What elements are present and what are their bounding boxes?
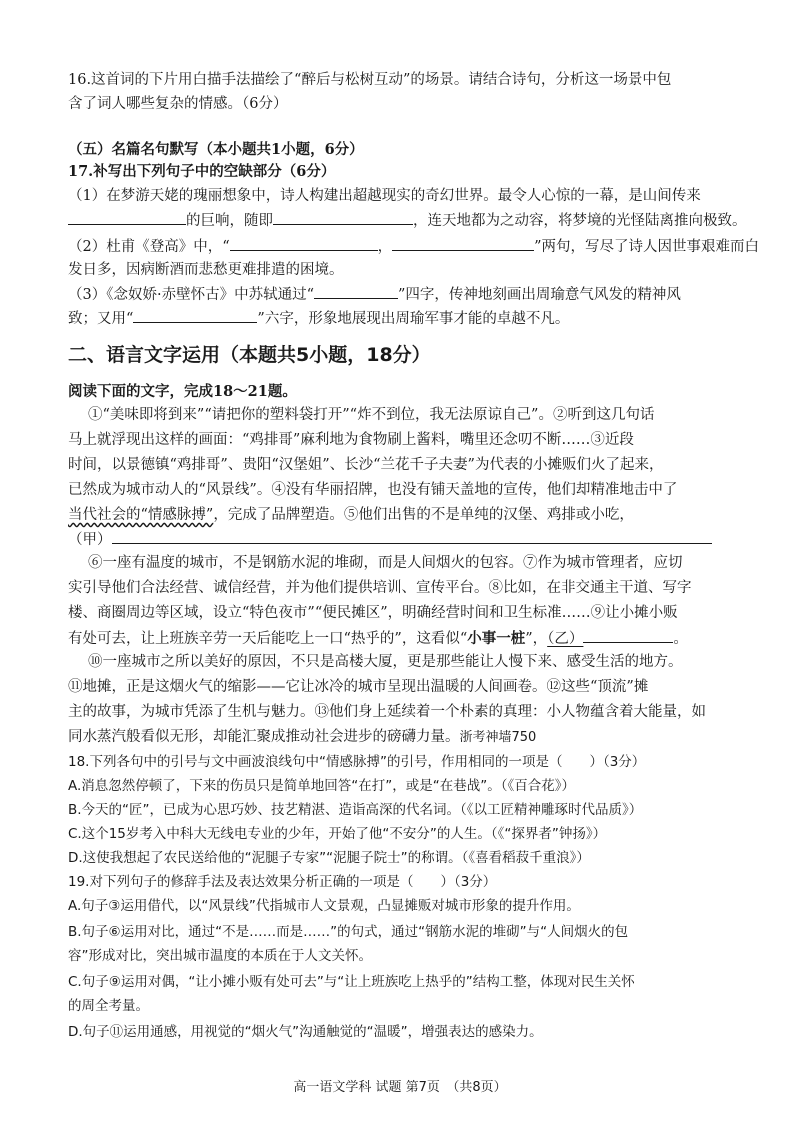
- q17-item1-line-2: [68, 210, 768, 231]
- q19-stem: 19.对下列句子的修辞手法及表达效果分析正确的一项是（ ）（3分）: [68, 874, 497, 890]
- passage-text: ，完成了品牌塑造。⑤他们出售的不是单纯的汉堡、鸡排或小吃，: [213, 507, 634, 523]
- bold-phrase: 小事一桩: [467, 630, 526, 647]
- q17-item1-text-a: 的巨响，随即: [186, 213, 273, 229]
- q19-option-d[interactable]: D.句子⑪运用通感，用视觉的“烟火气”沟通触觉的“温暖”，增强表达的感染力。: [68, 1024, 543, 1040]
- part-2-intro: 阅读下面的文字，完成18～21题。: [68, 383, 297, 400]
- passage-line: [68, 628, 768, 649]
- section-5-title: （五）名篇名句默写（本小题共1小题，6分）: [68, 141, 364, 158]
- fill-blank[interactable]: [392, 236, 534, 251]
- q19-option-b-line-1[interactable]: B.句子⑥运用对比，通过“不是……而是……”的句式，通过“钢筋水泥的堆砌”与“人间烟火的包: [68, 924, 629, 940]
- passage-line: 马上就浮现出这样的画面：“鸡排哥”麻利地为食物刷上酱料，嘴里还念叨不断……③近段: [68, 432, 634, 448]
- q17-item2-text-b: ，: [377, 239, 393, 255]
- passage-line: ⑥一座有温度的城市，不是钢筋水泥的堆砌，而是人间烟火的包容。⑦作为城市管理者，应切: [88, 555, 683, 571]
- q18-stem: 18.下列各句中的引号与文中画波浪线句中“情感脉搏”的引号，作用相同的一项是（ ）（3分）: [68, 754, 646, 770]
- q18-option-c[interactable]: C.这个15岁考入中科大无线电专业的少年，开始了他“不安分”的人生。（《“探界者”钟扬》）: [68, 826, 607, 842]
- wavy-underlined-phrase: 当代社会的“情感脉搏”: [68, 507, 214, 523]
- q17-title: 17.补写出下列句子中的空缺部分（6分）: [68, 163, 336, 180]
- passage-line: 时间，以景德镇“鸡排哥”、贵阳“汉堡姐”、长沙“兰花千子夫妻”为代表的小摊贩们火了起来，: [68, 457, 664, 473]
- passage-line: ⑪地摊，正是这烟火气的缩影——它让冰冷的城市呈现出温暖的人间画卷。⑫这些“顶流”摊: [68, 679, 649, 695]
- q17-item3-line-2: [68, 308, 768, 329]
- watermark-text: 浙考神墙750: [459, 730, 537, 745]
- q17-item2-line-2: 发日多，因病断酒而悲愁更难排遣的困境。: [68, 262, 344, 278]
- page-footer: 高一语文学科 试题 第7页 （共8页）: [293, 1080, 507, 1095]
- passage-text: 有处可去，让上班族辛劳一天后能吃上一口“热乎的”，这看似“: [68, 631, 468, 647]
- passage-text: 同水蒸汽般看似无形，却能汇聚成推动社会进步的磅礴力量。: [68, 729, 460, 745]
- q16-line-1: 16.这首词的下片用白描手法描绘了“醉后与松树互动”的场景。请结合诗句，分析这一场景中包: [68, 72, 672, 88]
- q17-item3-line-1: [68, 284, 768, 305]
- passage-line: 主的故事，为城市凭添了生机与魅力。⑬他们身上延续着一个朴素的真理：小人物蕴含着大能量，如: [68, 704, 706, 720]
- passage-line: 楼、商圈周边等区域，设立“特色夜市”“便民摊区”，明确经营时间和卫生标准……⑨让小摊小贩: [68, 605, 678, 621]
- q18-option-d[interactable]: D.这使我想起了农民送给他的“泥腿子专家”“泥腿子院士”的称谓。（《喜看稻菽千重浪》）: [68, 850, 590, 866]
- fill-blank[interactable]: [273, 210, 413, 225]
- fill-blank[interactable]: [583, 628, 673, 643]
- q19-option-a[interactable]: A.句子③运用借代，以“风景线”代指城市人文景观，凸显摊贩对城市形象的提升作用。: [68, 898, 580, 914]
- passage-line: 实引导他们合法经营、诚信经营，并为他们提供培训、宣传平台。⑧比如，在非交通主干道、写字: [68, 580, 692, 596]
- blank-yi: （乙）: [547, 631, 584, 647]
- fill-blank[interactable]: [112, 529, 712, 544]
- q18-option-a[interactable]: A.消息忽然停顿了，下来的伤员只是简单地回答“在打”，或是“在巷战”。（《百合花》）: [68, 778, 576, 794]
- fill-blank[interactable]: [133, 308, 257, 323]
- fill-blank[interactable]: [314, 284, 398, 299]
- q17-item3-text-a: （3）《念奴娇·赤壁怀古》中苏轼通过“: [68, 287, 314, 303]
- passage-line: [68, 505, 768, 525]
- q17-item3-text-d: ”六字，形象地展现出周瑜军事才能的卓越不凡。: [257, 311, 570, 327]
- q19-option-c-line-2[interactable]: 的周全考量。: [68, 998, 149, 1014]
- passage-line: ⑩一座城市之所以美好的原因，不只是高楼大厦，更是那些能让人慢下来、感受生活的地方。: [88, 654, 683, 670]
- fill-blank[interactable]: [68, 210, 186, 225]
- q19-option-c-line-1[interactable]: C.句子⑨运用对偶，“让小摊小贩有处可去”与“让上班族吃上热乎的”结构工整，体现对民生关怀: [68, 974, 635, 990]
- passage-line: ①“美味即将到来”“请把你的塑料袋打开”“炸不到位，我无法原谅自己”。②听到这几句话: [88, 407, 655, 423]
- part-2-title: 二、语言文字运用（本题共5小题，18分）: [68, 344, 431, 366]
- q19-option-b-line-2[interactable]: 容”形成对比，突出城市温度的本质在于人文关怀。: [68, 948, 372, 964]
- q17-item1-line-1: （1）在梦游天姥的瑰丽想象中，诗人构建出超越现实的奇幻世界。最令人心惊的一幕，是山间传来: [68, 188, 701, 204]
- q17-item1-text-b: ，连天地都为之动容，将梦境的光怪陆离推向极致。: [413, 213, 747, 229]
- passage-line: 已然成为城市动人的“风景线”。④没有华丽招牌，也没有铺天盖地的宣传，他们却精准地击中了: [68, 482, 678, 498]
- fill-blank[interactable]: [230, 236, 378, 251]
- q17-item2-text-c: ”两句，写尽了诗人因世事艰难而白: [534, 239, 760, 255]
- q17-item2-line-1: [68, 236, 768, 257]
- q16-line-2: 含了词人哪些复杂的情感。（6分）: [68, 96, 288, 112]
- passage-text: ”，: [525, 631, 548, 647]
- q17-item3-text-b: ”四字，传神地刻画出周瑜意气风发的精神风: [398, 287, 681, 303]
- passage-text: 。: [673, 631, 688, 647]
- q18-option-b[interactable]: B.今天的“匠”，已成为心思巧妙、技艺精湛、造诣高深的代名词。（《以工匠精神雕琢时代品质》）: [68, 802, 643, 818]
- passage-line: [68, 529, 768, 550]
- q17-item2-text-a: （2）杜甫《登高》中，“: [68, 239, 230, 255]
- q17-item3-text-c: 致；又用“: [68, 311, 134, 327]
- blank-jia: （甲）: [68, 532, 112, 548]
- passage-line: [68, 727, 768, 748]
